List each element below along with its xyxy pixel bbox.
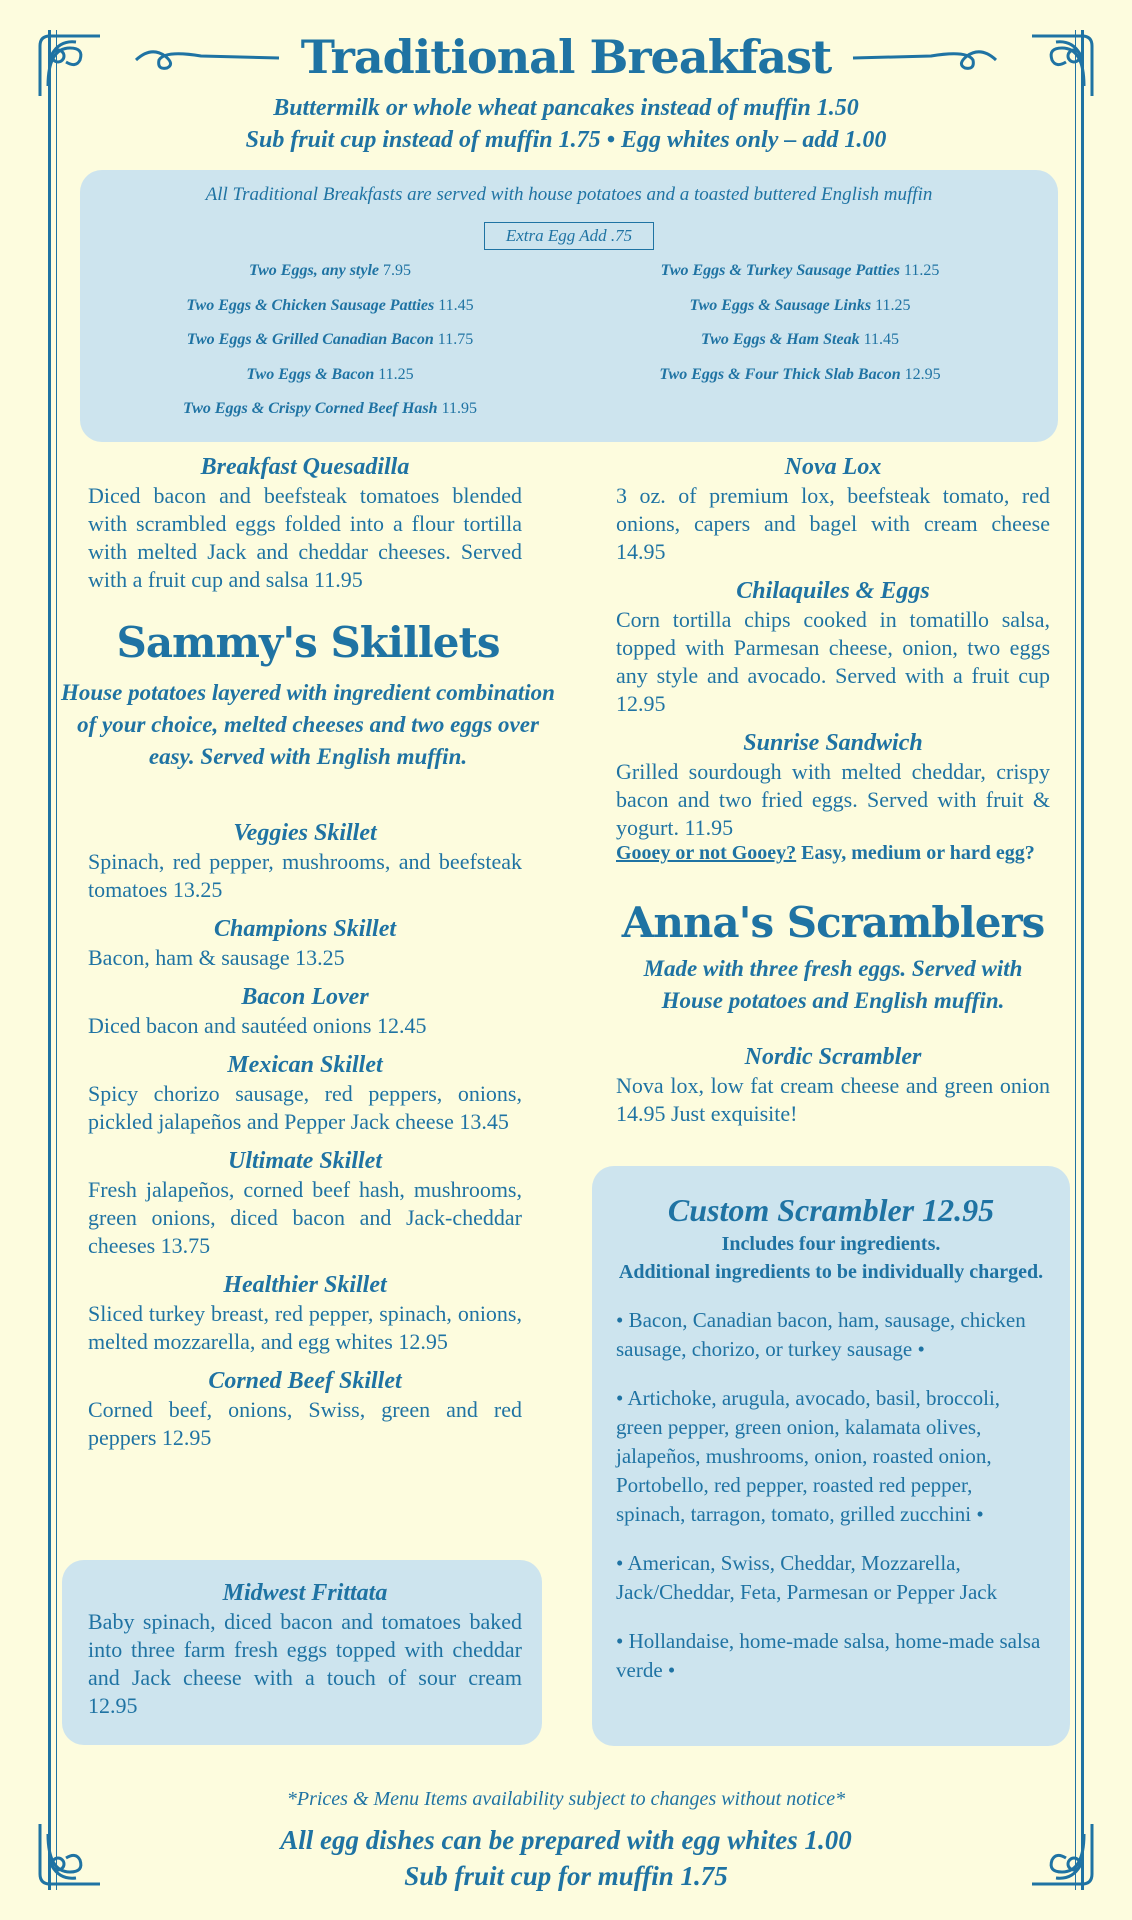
list-item: • Hollandaise, home-made salsa, home-made salsa verde • bbox=[616, 1629, 1041, 1682]
flourish-icon bbox=[851, 42, 1001, 72]
item-desc: Corn tortilla chips cooked in tomatillo salsa, topped with Parmesan cheese, onion, two eggs any style and avocado. Served with a fruit cup 12.95 bbox=[616, 607, 1050, 716]
custom-scrambler-box bbox=[592, 1166, 1070, 1746]
traditional-intro: All Traditional Breakfasts are served with house potatoes and a toasted buttered English muffin bbox=[205, 184, 933, 205]
header-sub-line2: Sub fruit cup instead of muffin 1.75 • Egg whites only – add 1.00 bbox=[245, 127, 887, 153]
nordic-desc: Nova lox, low fat cream cheese and green onion 14.95 Just exquisite! bbox=[616, 1073, 1050, 1126]
list-item: • Artichoke, arugula, avocado, basil, broccoli, green pepper, green onion, kalamata olives, jalapeños, mushrooms, onion, roasted onion, Portobello, red pepper, roasted red pepper, spinach, tarragon, tomato, grilled zucchini • bbox=[616, 1386, 1001, 1526]
gooey-note bbox=[616, 842, 1050, 865]
item-name: Mexican Skillet bbox=[227, 1052, 383, 1078]
item-desc: Grilled sourdough with melted cheddar, crispy bacon and two fried eggs. Served with fruit & yogurt. 11.95 bbox=[616, 759, 1050, 840]
list-item bbox=[88, 982, 522, 1040]
frittata-box bbox=[62, 1560, 542, 1745]
header-subtitle bbox=[0, 92, 1132, 156]
item-desc: Spicy chorizo sausage, red peppers, onions, pickled jalapeños and Pepper Jack cheese 13.45 bbox=[88, 1081, 522, 1134]
frittata-desc: Baby spinach, diced bacon and tomatoes baked into three farm fresh eggs topped with cheddar and Jack cheese with a touch of sour cream 12.95 bbox=[88, 1609, 522, 1718]
item-name: Two Eggs & Crispy Corned Beef Hash bbox=[183, 400, 438, 417]
item-name: Two Eggs & Grilled Canadian Bacon bbox=[186, 331, 434, 348]
item-name: Two Eggs & Sausage Links bbox=[689, 296, 872, 314]
header-sub-line1: Buttermilk or whole wheat pancakes instead of muffin 1.50 bbox=[273, 95, 859, 121]
list-item bbox=[88, 914, 522, 972]
item-desc: Sliced turkey breast, red pepper, spinach, onions, melted mozzarella, and egg whites 12.95 bbox=[88, 1301, 522, 1354]
item-desc: Spinach, red pepper, mushrooms, and beefsteak tomatoes 13.25 bbox=[88, 849, 522, 902]
gooey-answer: Easy, medium or hard egg? bbox=[801, 842, 1035, 864]
custom-line1: Includes four ingredients. bbox=[721, 1233, 941, 1255]
item-name: Corned Beef Skillet bbox=[208, 1368, 402, 1394]
list-item bbox=[110, 358, 550, 393]
skillets-subtitle: House potatoes layered with ingredient combination of your choice, melted cheeses and two eggs over easy. Served with English muffin. bbox=[61, 680, 555, 769]
item-name: Bacon Lover bbox=[241, 984, 369, 1010]
item-price: 11.45 bbox=[438, 296, 474, 314]
list-item bbox=[110, 392, 550, 427]
list-item bbox=[616, 728, 1050, 842]
item-price: 12.95 bbox=[904, 365, 941, 383]
item-name: Chilaquiles & Eggs bbox=[736, 578, 930, 604]
item-name: Two Eggs & Chicken Sausage Patties bbox=[186, 296, 435, 314]
nordic-scrambler bbox=[616, 1042, 1050, 1128]
footer-line2: Sub fruit cup for muffin 1.75 bbox=[404, 1861, 728, 1891]
item-price: 11.45 bbox=[863, 331, 899, 348]
scramblers-title: Anna's Scramblers bbox=[621, 898, 1045, 947]
frittata-name: Midwest Frittata bbox=[222, 1580, 388, 1606]
skillets-list bbox=[88, 818, 522, 1452]
item-name: Two Eggs & Ham Steak bbox=[701, 331, 860, 348]
list-item bbox=[88, 1050, 522, 1136]
item-desc: Diced bacon and sautéed onions 12.45 bbox=[88, 1013, 427, 1038]
custom-line2: Additional ingredients to be individually charged. bbox=[618, 1261, 1044, 1283]
skillets-section bbox=[48, 618, 568, 773]
frittata-content bbox=[88, 1578, 522, 1720]
item-desc: Bacon, ham & sausage 13.25 bbox=[88, 945, 345, 970]
custom-title: Custom Scrambler 12.95 bbox=[667, 1192, 995, 1228]
skillets-title: Sammy's Skillets bbox=[116, 618, 500, 667]
footer-notice: *Prices & Menu Items availability subject to changes without notice* bbox=[286, 1788, 846, 1810]
list-item: • American, Swiss, Cheddar, Mozzarella, Jack/Cheddar, Feta, Parmesan or Pepper Jack bbox=[616, 1551, 998, 1604]
list-item bbox=[88, 818, 522, 904]
traditional-box bbox=[80, 170, 1058, 442]
custom-ingredient-list bbox=[616, 1306, 1046, 1685]
gooey-question: Gooey or not Gooey? bbox=[616, 842, 797, 864]
list-item bbox=[580, 323, 1020, 358]
item-price: 11.75 bbox=[437, 331, 474, 348]
list-item bbox=[110, 323, 550, 358]
item-name: Two Eggs, any style bbox=[248, 262, 380, 279]
traditional-right-column bbox=[580, 254, 1020, 392]
flourish-icon bbox=[131, 42, 281, 72]
list-item bbox=[88, 1366, 522, 1452]
item-price: 11.25 bbox=[875, 296, 911, 314]
list-item bbox=[110, 254, 550, 289]
item-name: Two Eggs & Four Thick Slab Bacon bbox=[659, 365, 901, 383]
item-price: 11.25 bbox=[378, 365, 414, 383]
item-desc: Corned beef, onions, Swiss, green and red peppers 12.95 bbox=[88, 1397, 522, 1450]
item-name: Two Eggs & Bacon bbox=[246, 365, 375, 383]
item-price: 7.95 bbox=[383, 262, 412, 279]
list-item bbox=[616, 576, 1050, 718]
item-name: Ultimate Skillet bbox=[228, 1148, 382, 1174]
left-column bbox=[88, 452, 522, 594]
list-item bbox=[616, 452, 1050, 566]
item-name: Nova Lox bbox=[784, 454, 882, 480]
title-row bbox=[0, 30, 1132, 84]
list-item bbox=[580, 254, 1020, 289]
page-title: Traditional Breakfast bbox=[300, 30, 832, 84]
item-desc: 3 oz. of premium lox, beefsteak tomato, red onions, capers and bagel with cream cheese 14.95 bbox=[616, 483, 1050, 564]
quesadilla-desc: Diced bacon and beefsteak tomatoes blended with scrambled eggs folded into a flour tortilla with melted Jack and cheddar cheeses. Served with a fruit cup and salsa 11.95 bbox=[88, 483, 522, 592]
right-column bbox=[616, 452, 1050, 865]
list-item bbox=[580, 358, 1020, 393]
item-desc: Fresh jalapeños, corned beef hash, mushrooms, green onions, diced bacon and Jack-cheddar cheeses 13.75 bbox=[88, 1177, 522, 1258]
item-name: Champions Skillet bbox=[213, 916, 397, 942]
item-name: Healthier Skillet bbox=[223, 1272, 387, 1298]
list-item: • Bacon, Canadian bacon, ham, sausage, chicken sausage, chorizo, or turkey sausage • bbox=[616, 1308, 1026, 1361]
item-price: 11.95 bbox=[441, 400, 477, 417]
extra-egg-note: Extra Egg Add .75 bbox=[484, 222, 654, 250]
quesadilla-name: Breakfast Quesadilla bbox=[200, 454, 410, 480]
scramblers-section bbox=[596, 898, 1070, 1017]
list-item bbox=[88, 1270, 522, 1356]
list-item bbox=[110, 289, 550, 324]
traditional-left-column bbox=[110, 254, 550, 427]
footer-lines bbox=[0, 1822, 1132, 1894]
item-name: Veggies Skillet bbox=[233, 820, 377, 846]
list-item bbox=[580, 289, 1020, 324]
item-price: 11.25 bbox=[903, 262, 940, 279]
list-item bbox=[88, 1146, 522, 1260]
footer-line1: All egg dishes can be prepared with egg whites 1.00 bbox=[280, 1825, 852, 1855]
item-name: Two Eggs & Turkey Sausage Patties bbox=[660, 262, 900, 279]
nordic-name: Nordic Scrambler bbox=[744, 1044, 922, 1070]
scramblers-subtitle: Made with three fresh eggs. Served with House potatoes and English muffin. bbox=[643, 956, 1023, 1013]
custom-content bbox=[616, 1190, 1046, 1705]
item-name: Sunrise Sandwich bbox=[743, 730, 923, 756]
